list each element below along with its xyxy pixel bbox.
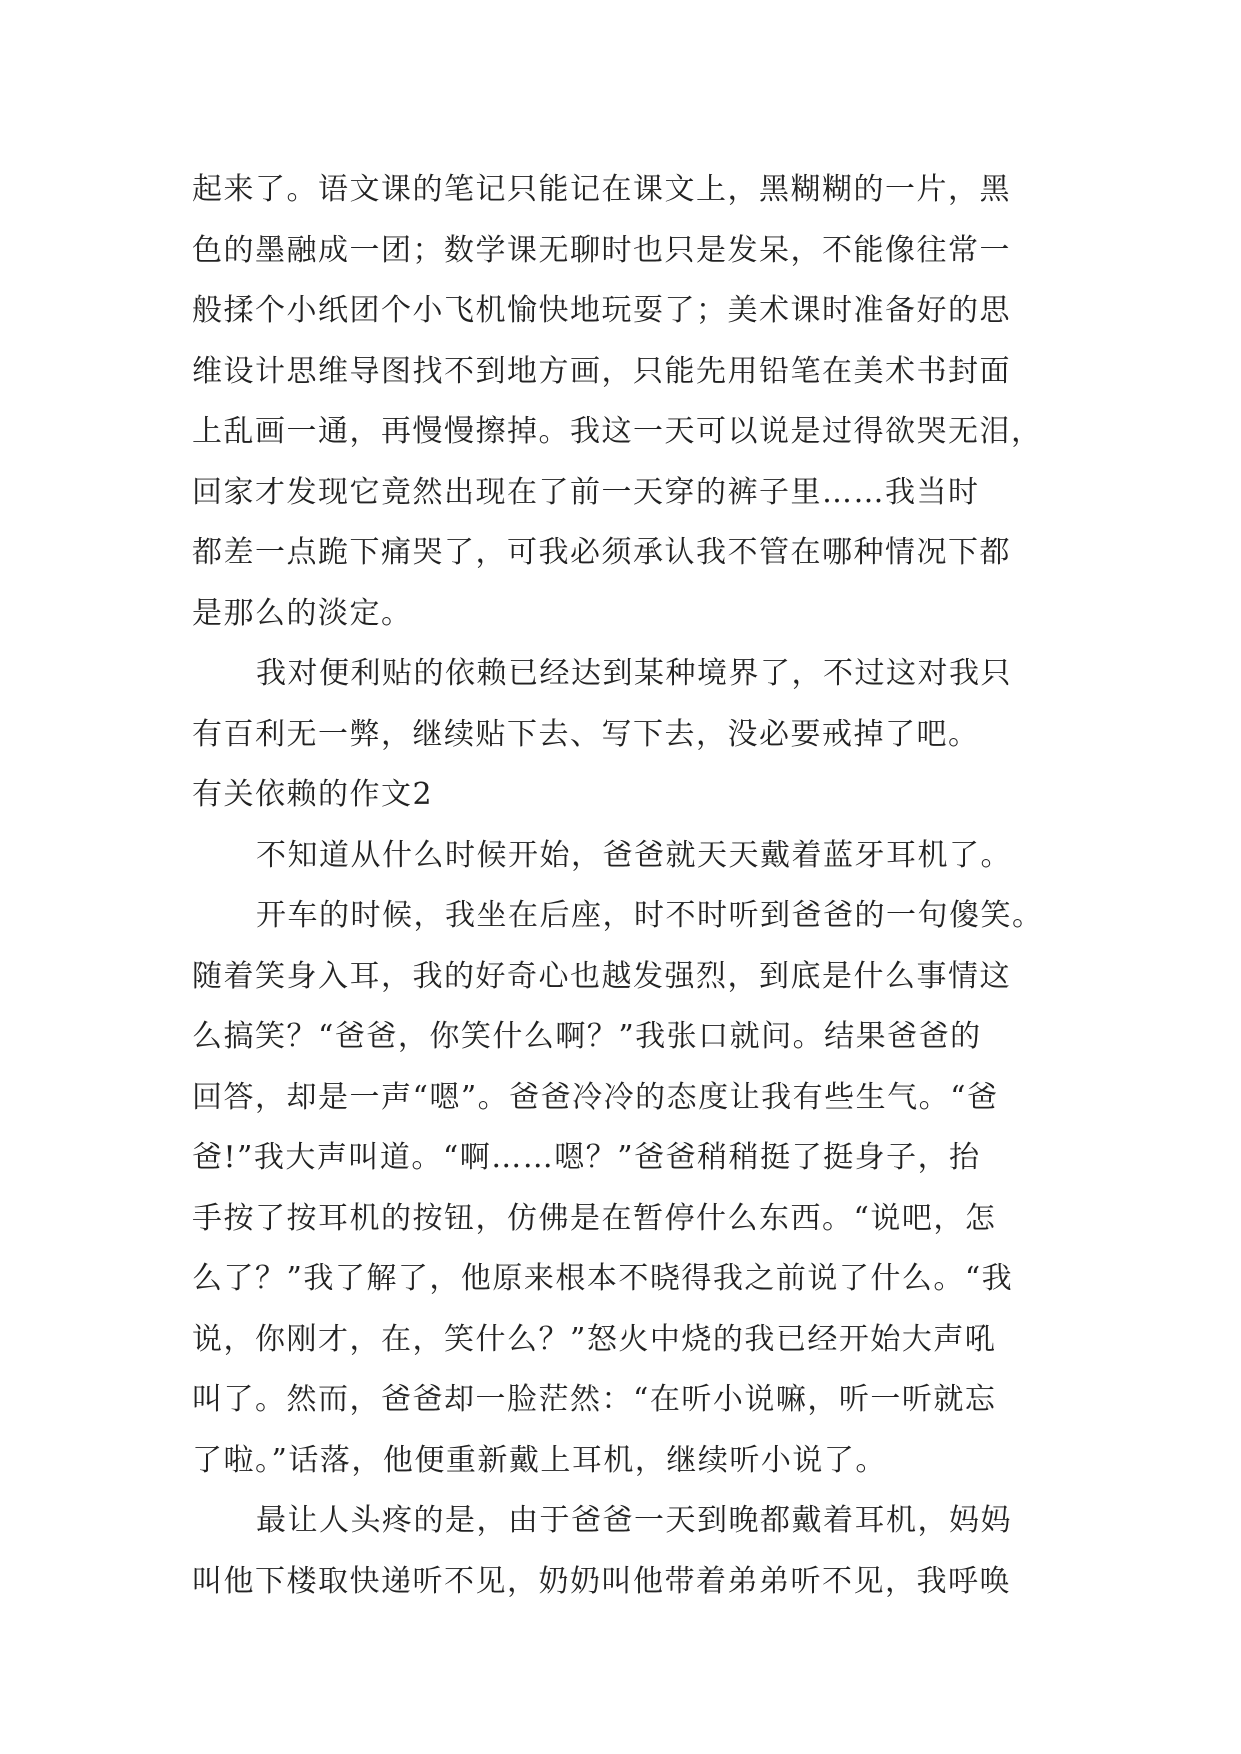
- text-line: 么搞笑？“爸爸，你笑什么啊？”我张口就问。结果爸爸的: [192, 1019, 982, 1054]
- text-line: 有百利无一弊，继续贴下去、写下去，没必要戒掉了吧。: [192, 716, 980, 752]
- text-line: 般揉个小纸团个小飞机愉快地玩耍了；美术课时准备好的思: [192, 293, 1011, 328]
- text-line: 都差一点跪下痛哭了，可我必须承认我不管在哪种情况下都: [192, 535, 1011, 570]
- text-line: 随着笑身入耳，我的好奇心也越发强烈，到底是什么事情这: [192, 958, 1011, 994]
- paragraph-start-line: 不知道从什么时候开始，爸爸就天天戴着蓝牙耳机了。: [256, 837, 1012, 873]
- text-line: 上乱画一通，再慢慢擦掉。我这一天可以说是过得欲哭无泪，: [192, 414, 1043, 449]
- text-line: 叫了。然而，爸爸却一脸茫然：“在听小说嘛，听一听就忘: [192, 1382, 997, 1417]
- text-line: 么了？”我了解了，他原来根本不晓得我之前说了什么。“我: [192, 1261, 1014, 1296]
- text-line: 了啦。”话落，他便重新戴上耳机，继续听小说了。: [192, 1442, 887, 1478]
- document-body: [192, 160, 1052, 1612]
- text-line: 手按了按耳机的按钮，仿佛是在暂停什么东西。“说吧，怎: [192, 1200, 997, 1236]
- text-line: 回答，却是一声“嗯”。爸爸冷冷的态度让我有些生气。“爸: [192, 1079, 999, 1115]
- paragraph-start-line: 开车的时候，我坐在后座，时不时听到爸爸的一句傻笑。: [256, 898, 1044, 933]
- text-line: 是那么的淡定。: [192, 595, 413, 631]
- paragraph-start-line: 最让人头疼的是，由于爸爸一天到晚都戴着耳机，妈妈: [256, 1503, 1012, 1538]
- text-line: 说，你刚才，在，笑什么？”怒火中烧的我已经开始大声吼: [192, 1321, 997, 1357]
- section-heading: 有关依赖的作文2: [192, 777, 434, 812]
- text-line: 起来了。语文课的笔记只能记在课文上，黑糊糊的一片，黑: [192, 172, 1011, 207]
- text-line: 色的墨融成一团；数学课无聊时也只是发呆，不能像往常一: [192, 232, 1011, 268]
- text-line: 维设计思维导图找不到地方画，只能先用铅笔在美术书封面: [192, 353, 1011, 389]
- paragraph-start-line: 我对便利贴的依赖已经达到某种境界了，不过这对我只: [256, 656, 1012, 691]
- text-line: 叫他下楼取快递听不见，奶奶叫他带着弟弟听不见，我呼唤: [192, 1563, 1011, 1599]
- text-line: 爸!”我大声叫道。“啊……嗯？”爸爸稍稍挺了挺身子，抬: [192, 1140, 981, 1175]
- text-line: 回家才发现它竟然出现在了前一天穿的裤子里……我当时: [192, 474, 980, 510]
